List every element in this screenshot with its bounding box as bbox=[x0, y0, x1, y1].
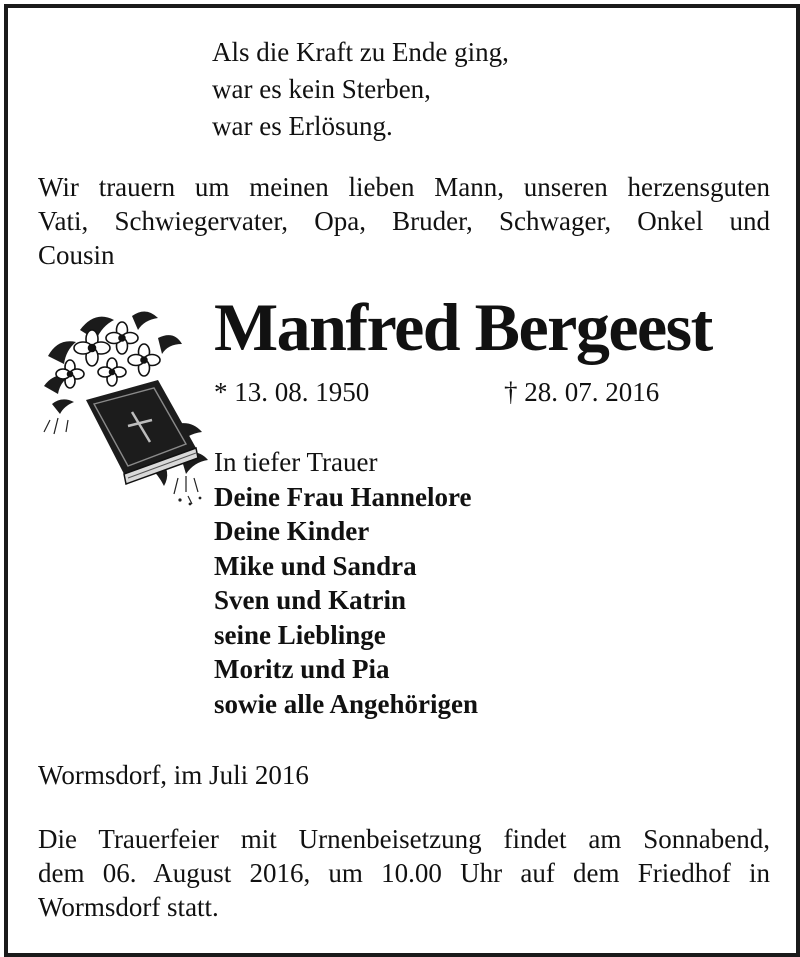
death-date: † 28. 07. 2016 bbox=[504, 377, 660, 407]
mourner-name: Sven und Katrin bbox=[214, 585, 407, 615]
funeral-line: dem 06. August 2016, um 10.00 Uhr auf dem Friedhof in bbox=[38, 858, 770, 888]
mourner-name: Moritz und Pia bbox=[214, 654, 390, 684]
intro-line: Wir trauern um meinen lieben Mann, unseren herzensguten bbox=[38, 172, 770, 202]
intro-text bbox=[38, 170, 770, 272]
poem bbox=[212, 34, 509, 145]
funeral-line: Wormsdorf statt. bbox=[38, 892, 219, 922]
funeral-info bbox=[38, 822, 770, 924]
deceased-name: Manfred Bergeest bbox=[214, 289, 712, 365]
mourner-name: Mike und Sandra bbox=[214, 550, 417, 581]
birth-date: * 13. 08. 1950 bbox=[214, 377, 370, 407]
poem-line: Als die Kraft zu Ende ging, bbox=[212, 37, 509, 67]
mourner-name: seine Lieblinge bbox=[214, 619, 386, 650]
mourner-name: sowie alle Angehörigen bbox=[214, 688, 478, 719]
intro-line: Cousin bbox=[38, 240, 115, 270]
poem-line: war es Erlösung. bbox=[212, 111, 393, 141]
flowers-and-bible-illustration bbox=[40, 308, 212, 508]
obituary-notice bbox=[4, 4, 800, 957]
mourners-list bbox=[214, 445, 478, 721]
mourners-heading: In tiefer Trauer bbox=[214, 447, 378, 477]
funeral-line: Die Trauerfeier mit Urnenbeisetzung findet am Sonnabend, bbox=[38, 824, 770, 854]
intro-line: Vati, Schwiegervater, Opa, Bruder, Schwager, Onkel und bbox=[38, 206, 770, 236]
place-date: Wormsdorf, im Juli 2016 bbox=[38, 760, 309, 790]
mourner-name: Deine Kinder bbox=[214, 516, 370, 546]
poem-line: war es kein Sterben, bbox=[212, 74, 431, 104]
mourner-name: Deine Frau Hannelore bbox=[214, 481, 472, 512]
